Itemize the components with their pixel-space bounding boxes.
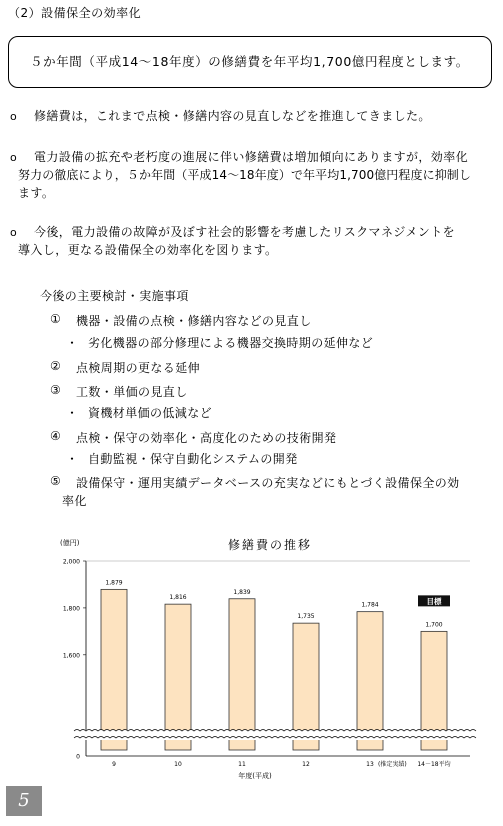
chart-bars bbox=[101, 589, 447, 750]
chart-grid bbox=[86, 561, 470, 756]
chart-bar bbox=[101, 589, 127, 750]
page-number: 5 bbox=[6, 786, 42, 816]
paragraph-line: 電力設備の拡充や老朽度の進展に伴い修繕費は増加傾向にありますが，効率化 bbox=[34, 150, 469, 164]
plan-item-text: 工数・単価の見直し bbox=[76, 385, 188, 399]
chart-bar bbox=[357, 612, 383, 750]
y-axis-unit: (億円) bbox=[60, 539, 80, 547]
paragraph-line: 努力の徹底により，５か年間（平成14～18年度）で年平均1,700億円程度に抑制し bbox=[18, 168, 471, 182]
x-tick-labels bbox=[112, 760, 451, 768]
plan-item-sub: 自動監視・保守自動化システムの開発 bbox=[88, 452, 298, 466]
plan-item-sub: 劣化機器の部分修理による機器交換時期の延伸など bbox=[88, 336, 374, 350]
chart-title: 修繕費の推移 bbox=[227, 538, 313, 552]
paragraph-bullet: o bbox=[10, 226, 17, 239]
x-tick-label: 14－18平均 bbox=[417, 761, 451, 768]
chart-bar bbox=[165, 604, 191, 750]
paragraph-bullet: o bbox=[10, 151, 17, 164]
x-tick-note: (推定実績) bbox=[378, 761, 407, 768]
bar-value-label: 1,879 bbox=[105, 579, 123, 587]
plan-item-number: ① bbox=[50, 312, 62, 326]
chart-labels bbox=[105, 579, 450, 628]
plan-sub-bullet: ・ bbox=[66, 406, 79, 420]
paragraph-bullet: o bbox=[10, 110, 17, 123]
paragraph-line: 導入し，更なる設備保全の効率化を図ります。 bbox=[18, 243, 278, 257]
plan-item-text: 点検・保守の効率化・高度化のための技術開発 bbox=[76, 431, 337, 445]
y-tick-label: 0 bbox=[76, 753, 80, 761]
paragraph-line: 今後，電力設備の故障が及ぼす社会的影響を考慮したリスクマネジメントを bbox=[34, 225, 456, 239]
x-tick-label: 10 bbox=[174, 761, 182, 768]
plan-item-text-continued: 率化 bbox=[62, 494, 87, 508]
x-tick-label: 13 bbox=[366, 761, 374, 768]
plan-item-number: ④ bbox=[50, 429, 62, 443]
plan-item-number: ③ bbox=[50, 383, 62, 397]
x-tick-label: 11 bbox=[238, 761, 246, 768]
plan-item-number: ⑤ bbox=[50, 474, 62, 488]
bar-value-label: 1,700 bbox=[425, 621, 443, 629]
summary-text: ５か年間（平成14～18年度）の修繕費を年平均1,700億円程度とします。 bbox=[30, 54, 469, 69]
plan-item-text: 点検周期の更なる延伸 bbox=[76, 361, 201, 375]
x-tick-label: 12 bbox=[302, 761, 310, 768]
plan-item-text: 機器・設備の点検・修繕内容などの見直し bbox=[76, 314, 312, 328]
x-axis-label: 年度(平成) bbox=[238, 772, 272, 780]
x-tick-label: 9 bbox=[112, 761, 116, 768]
bar-value-label: 1,839 bbox=[233, 588, 251, 596]
plan-item-text: 設備保守・運用実績データベースの充実などにもとづく設備保全の効 bbox=[76, 476, 460, 490]
section-title: （2）設備保全の効率化 bbox=[8, 6, 142, 20]
plan-heading: 今後の主要検討・実施事項 bbox=[40, 289, 189, 303]
bar-value-label: 1,816 bbox=[169, 594, 187, 602]
repair-cost-chart bbox=[0, 525, 503, 785]
plan-sub-bullet: ・ bbox=[66, 336, 79, 350]
paragraph-line: 修繕費は，これまで点検・修繕内容の見直しなどを推進してきました。 bbox=[34, 109, 431, 123]
bar-value-label: 1,735 bbox=[297, 613, 315, 621]
chart-bar bbox=[229, 599, 255, 750]
plan-sub-bullet: ・ bbox=[66, 452, 79, 466]
y-tick-label: 1,600 bbox=[62, 652, 80, 660]
bar-value-label: 1,784 bbox=[361, 601, 379, 609]
plan-item-sub: 資機材単価の低減など bbox=[88, 406, 213, 420]
y-tick-label: 1,800 bbox=[62, 605, 80, 613]
paragraph-line: ます。 bbox=[18, 186, 55, 200]
axis-break-mark bbox=[74, 730, 478, 741]
y-tick-label: 2,000 bbox=[62, 558, 80, 566]
axis-break-band bbox=[74, 730, 478, 740]
target-badge-label: 目標 bbox=[426, 596, 442, 606]
plan-item-number: ② bbox=[50, 359, 62, 373]
